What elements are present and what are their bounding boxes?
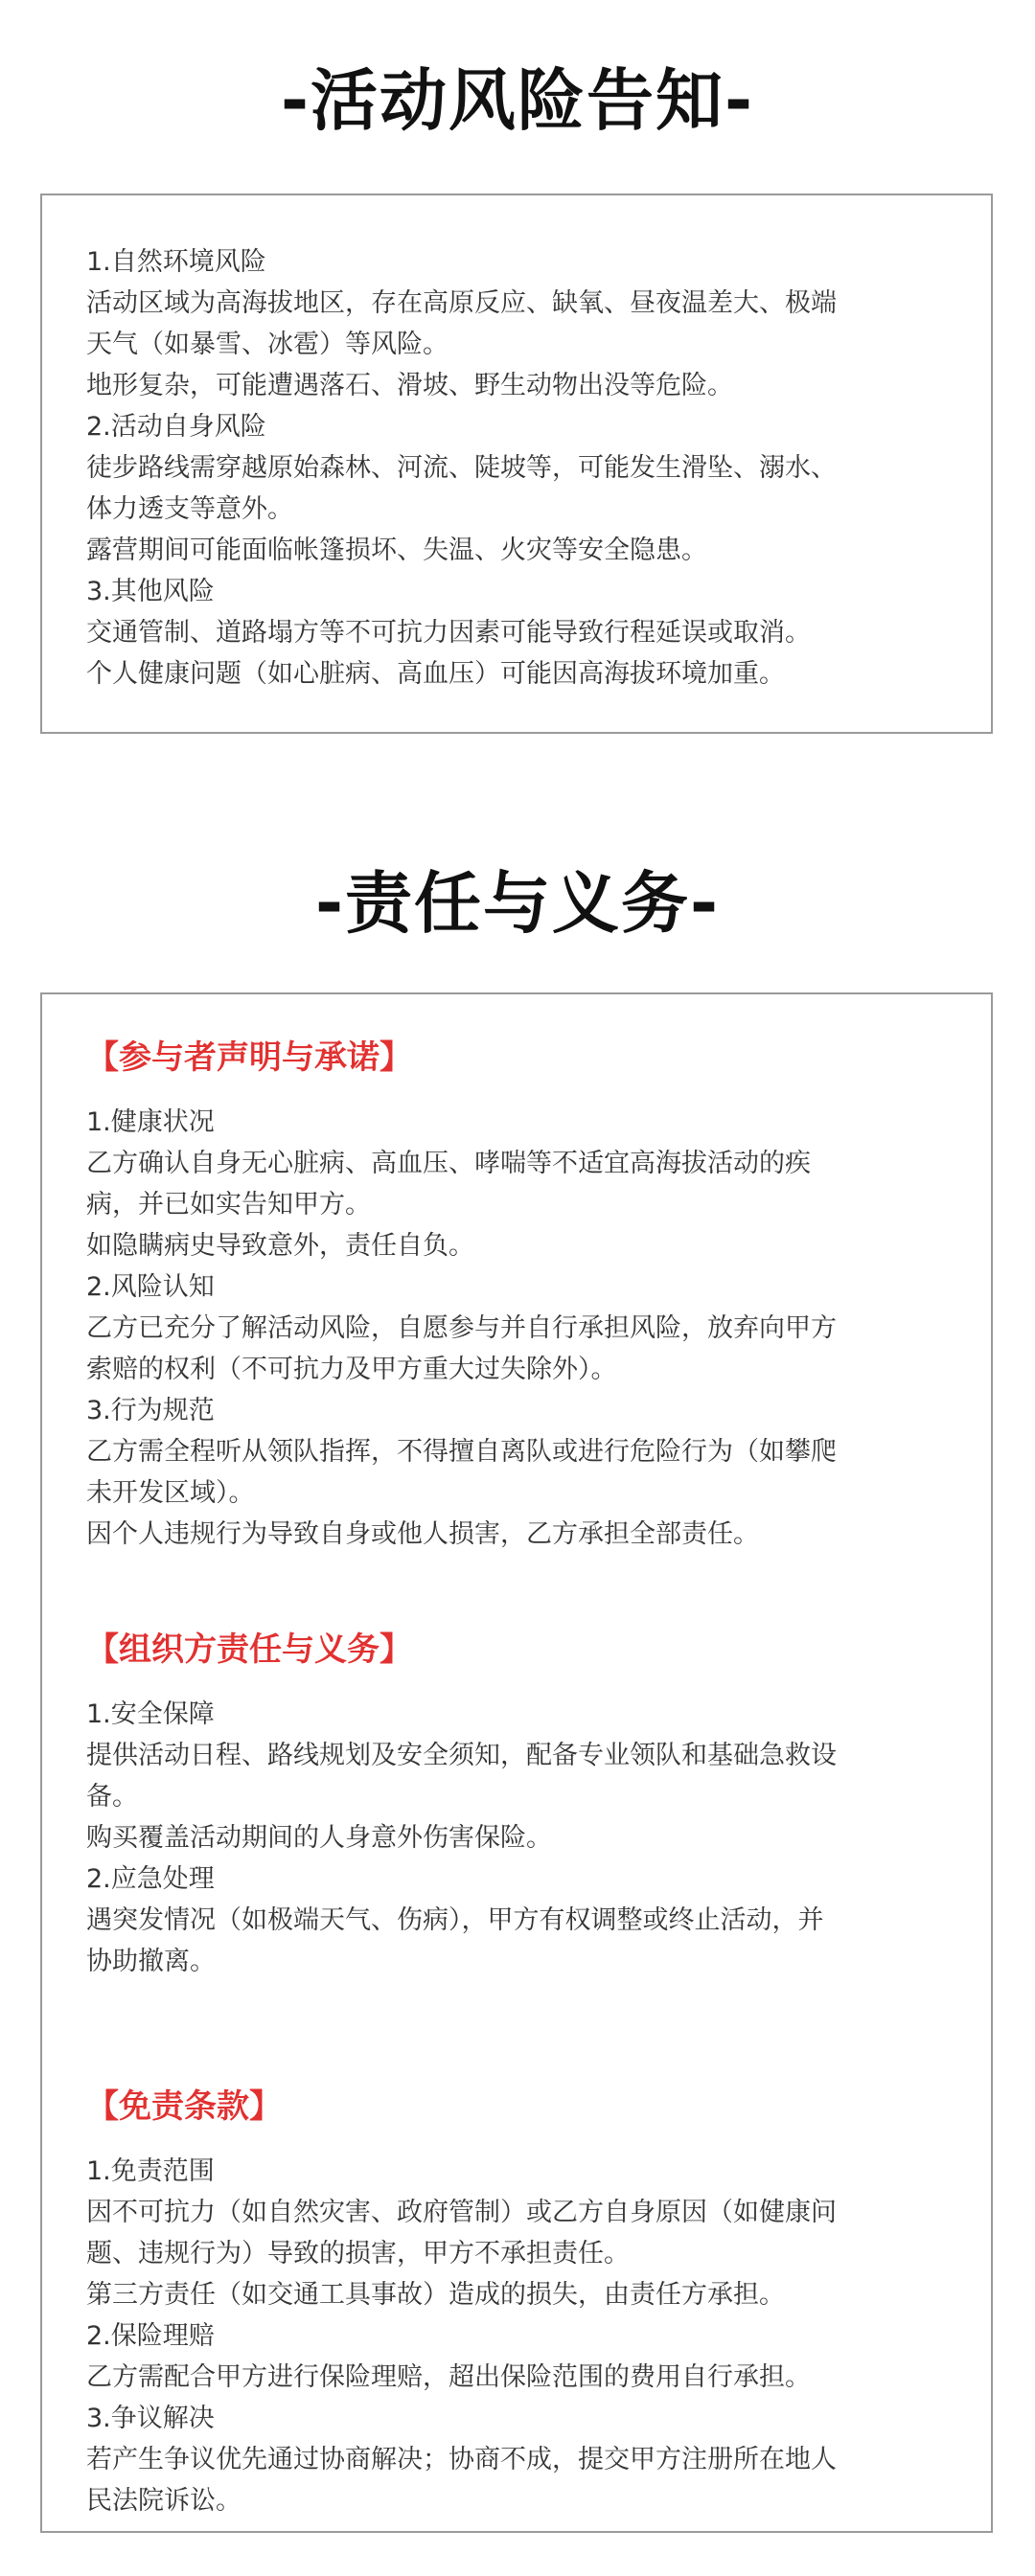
risk-section-title: -活动风险告知- — [280, 61, 755, 140]
risk-line: 3.其他风险 — [86, 577, 215, 606]
duty-line: 病，并已如实告知甲方。 — [86, 1190, 371, 1220]
risk-notice-box — [40, 194, 993, 734]
duty-line: 未开发区域）。 — [86, 1478, 255, 1508]
duty-line: 乙方需配合甲方进行保险理赔，超出保险范围的费用自行承担。 — [86, 2362, 811, 2392]
duty-line: 遇突发情况（如极端天气、伤病），甲方有权调整或终止活动，并 — [86, 1905, 824, 1935]
risk-line: 徒步路线需穿越原始森林、河流、陡坡等，可能发生滑坠、溺水、 — [86, 453, 837, 483]
risk-line: 体力透支等意外。 — [86, 494, 293, 524]
duty-line: 提供活动日程、路线规划及安全须知，配备专业领队和基础急救设 — [86, 1741, 837, 1770]
duty-line: 题、违规行为）导致的损害，甲方不承担责任。 — [86, 2239, 630, 2268]
risk-line: 天气（如暴雪、冰雹）等风险。 — [86, 330, 448, 359]
duty-line: 乙方已充分了解活动风险，自愿参与并自行承担风险，放弃向甲方 — [86, 1313, 837, 1343]
duty-line: 1.健康状况 — [86, 1107, 215, 1137]
risk-notice-content — [86, 241, 953, 695]
risk-line: 地形复杂，可能遭遇落石、滑坡、野生动物出没等危险。 — [86, 371, 733, 400]
duty-line: 3.行为规范 — [86, 1396, 215, 1425]
duty-line: 备。 — [86, 1782, 138, 1812]
duty-line: 因不可抗力（如自然灾害、政府管制）或乙方自身原因（如健康问 — [86, 2198, 837, 2227]
risk-line: 活动区域为高海拔地区，存在高原反应、缺氧、昼夜温差大、极端 — [86, 288, 837, 318]
duty-line: 2.风险认知 — [86, 1272, 215, 1302]
duty-line: 乙方需全程听从领队指挥，不得擅自离队或进行危险行为（如攀爬 — [86, 1437, 837, 1467]
duty-line: 1.免责范围 — [86, 2156, 215, 2186]
duty-line: 索赔的权利（不可抗力及甲方重大过失除外）。 — [86, 1355, 617, 1384]
organizer-duty-section — [86, 1627, 953, 1982]
duty-line: 1.安全保障 — [86, 1699, 215, 1729]
risk-line: 1.自然环境风险 — [86, 247, 266, 277]
disclaimer-heading: 【免责条款】 — [86, 2087, 282, 2126]
organizer-duty-heading: 【组织方责任与义务】 — [86, 1630, 412, 1669]
duty-line: 协助撤离。 — [86, 1947, 216, 1976]
participant-declaration-heading: 【参与者声明与承诺】 — [86, 1038, 412, 1077]
duty-line: 2.保险理赔 — [86, 2321, 215, 2351]
duty-line: 若产生争议优先通过协商解决；协商不成，提交甲方注册所在地人 — [86, 2445, 837, 2474]
risk-line: 2.活动自身风险 — [86, 412, 266, 442]
duty-box — [40, 992, 993, 2533]
duty-line: 乙方确认自身无心脏病、高血压、哮喘等不适宜高海拔活动的疾 — [86, 1149, 811, 1178]
duty-line: 3.争议解决 — [86, 2404, 215, 2433]
duty-line: 2.应急处理 — [86, 1864, 215, 1894]
duty-content — [86, 1035, 953, 2516]
duty-line: 第三方责任（如交通工具事故）造成的损失，由责任方承担。 — [86, 2280, 785, 2310]
duty-line: 民法院诉讼。 — [86, 2486, 242, 2516]
duty-line: 如隐瞒病史导致意外，责任自负。 — [86, 1231, 474, 1261]
disclaimer-section — [86, 2084, 953, 2521]
risk-line: 交通管制、道路塌方等不可抗力因素可能导致行程延误或取消。 — [86, 618, 811, 648]
risk-line: 个人健康问题（如心脏病、高血压）可能因高海拔环境加重。 — [86, 659, 785, 689]
duty-section-title: -责任与义务- — [314, 864, 721, 943]
duty-line: 购买覆盖活动期间的人身意外伤害保险。 — [86, 1823, 552, 1853]
participant-declaration-section — [86, 1035, 953, 1555]
risk-line: 露营期间可能面临帐篷损坏、失温、火灾等安全隐患。 — [86, 536, 707, 565]
duty-line: 因个人违规行为导致自身或他人损害，乙方承担全部责任。 — [86, 1519, 759, 1549]
